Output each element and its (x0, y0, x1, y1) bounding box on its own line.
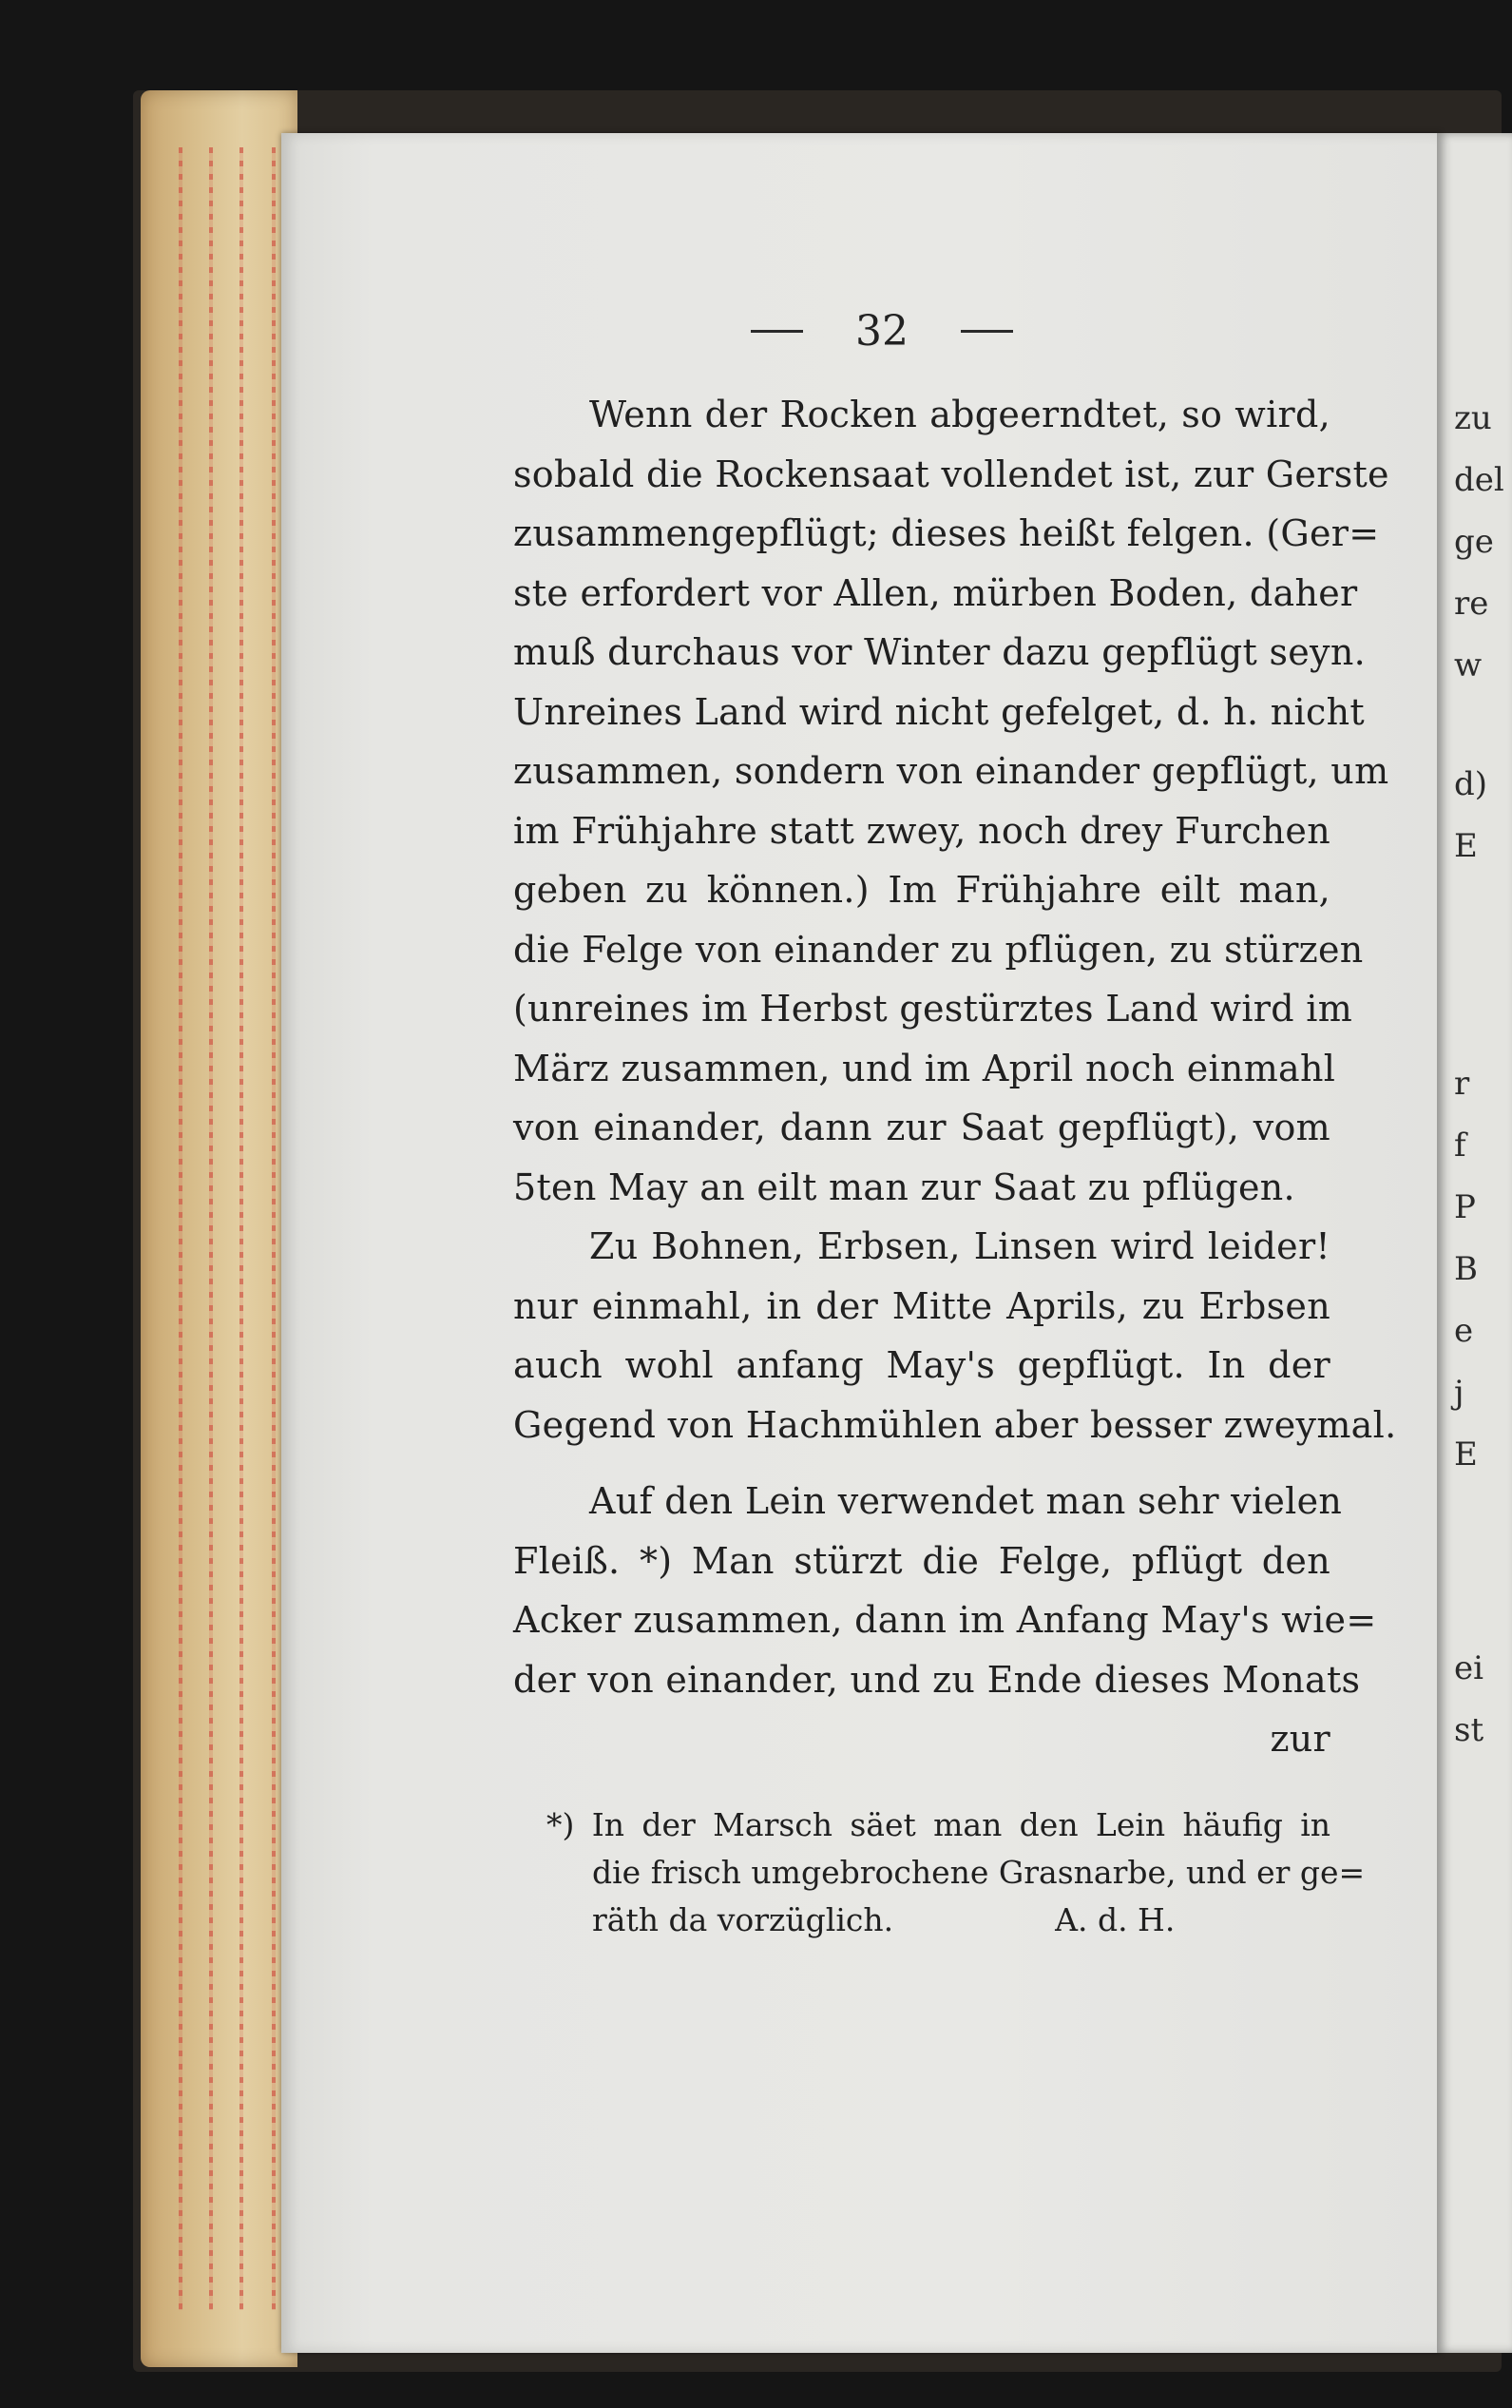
text-line: nur einmahl, in der Mitte Aprils, zu Erbsen (513, 1284, 1330, 1327)
header-dash-right (961, 330, 1013, 333)
text-line: auch wohl anfang May's gepflügt. In der (513, 1344, 1330, 1386)
facing-page-fragment: zu (1454, 399, 1492, 437)
text-line: sobald die Rockensaat vollendet ist, zur Gerste (513, 453, 1389, 495)
page-header (751, 302, 1131, 359)
text-line: von einander, dann zur Saat gepflügt), vom (513, 1107, 1330, 1148)
text-line: zusammengepflügt; dieses heißt felgen. (Ger= (513, 512, 1380, 554)
footnote-signature: A. d. H. (1055, 1901, 1176, 1938)
text-line: 5ten May an eilt man zur Saat zu pflügen. (513, 1165, 1295, 1208)
text-line: die Felge von einander zu pflügen, zu stürzen (513, 928, 1364, 971)
footnote-line (546, 1897, 1330, 1944)
text-line: der von einander, und zu Ende dieses Monats (513, 1658, 1361, 1701)
text-line: im Frühjahre statt zwey, noch drey Furchen (513, 809, 1330, 852)
facing-page-fragment: j (1454, 1374, 1464, 1412)
facing-page-fragment: r (1454, 1065, 1470, 1103)
facing-page (1437, 133, 1512, 2353)
facing-page-fragment: P (1454, 1188, 1476, 1226)
facing-page-fragment: re (1454, 585, 1489, 623)
facing-page-fragment: E (1454, 1435, 1478, 1474)
text-line: Wenn der Rocken abgeerndtet, so wird, (589, 394, 1330, 435)
facing-page-fragment: d) (1454, 765, 1488, 803)
text-line: Auf den Lein verwendet man sehr vielen (589, 1480, 1343, 1522)
body-text (513, 385, 1397, 1769)
facing-page-fragment: ei (1454, 1649, 1483, 1687)
text-line: März zusammen, und im April noch einmahl (513, 1047, 1336, 1089)
text-line: ste erfordert vor Allen, mürben Boden, daher (513, 571, 1358, 614)
header-dash-left (751, 330, 803, 333)
catchword: zur (1270, 1718, 1330, 1760)
text-line: Gegend von Hachmühlen aber besser zweymal. (513, 1403, 1397, 1446)
facing-page-fragment: del (1454, 461, 1504, 499)
footnote (546, 1801, 1366, 1944)
footnote-line: die frisch umgebrochene Grasnarbe, und er ge= (592, 1854, 1366, 1891)
facing-page-fragment: f (1454, 1127, 1466, 1165)
footnote-line-text: räth da vorzüglich. (592, 1901, 894, 1938)
text-line: (unreines im Herbst gestürztes Land wird im (513, 988, 1353, 1030)
text-line: muß durchaus vor Winter dazu gepflügt seyn. (513, 631, 1366, 673)
facing-page-fragment: ge (1454, 523, 1494, 561)
text-line: Fleiß. *) Man stürzt die Felge, pflügt den (513, 1539, 1330, 1582)
text-line: Zu Bohnen, Erbsen, Linsen wird leider! (589, 1225, 1330, 1267)
facing-page-fragment: st (1454, 1711, 1484, 1749)
page-edges (141, 90, 297, 2367)
text-line: zusammen, sondern von einander gepflügt, um (513, 750, 1389, 792)
facing-page-fragment: B (1454, 1250, 1478, 1288)
page-number: 32 (855, 306, 909, 356)
facing-page-fragment: E (1454, 827, 1478, 865)
text-line: geben zu können.) Im Frühjahre eilt man, (513, 869, 1330, 911)
footnote-line: *) In der Marsch säet man den Lein häufig in (546, 1806, 1330, 1843)
text-line: Acker zusammen, dann im Anfang May's wie= (513, 1599, 1377, 1641)
facing-page-fragment: e (1454, 1312, 1474, 1350)
facing-page-fragment: w (1454, 646, 1483, 684)
text-line: Unreines Land wird nicht gefelget, d. h. nicht (513, 690, 1365, 733)
